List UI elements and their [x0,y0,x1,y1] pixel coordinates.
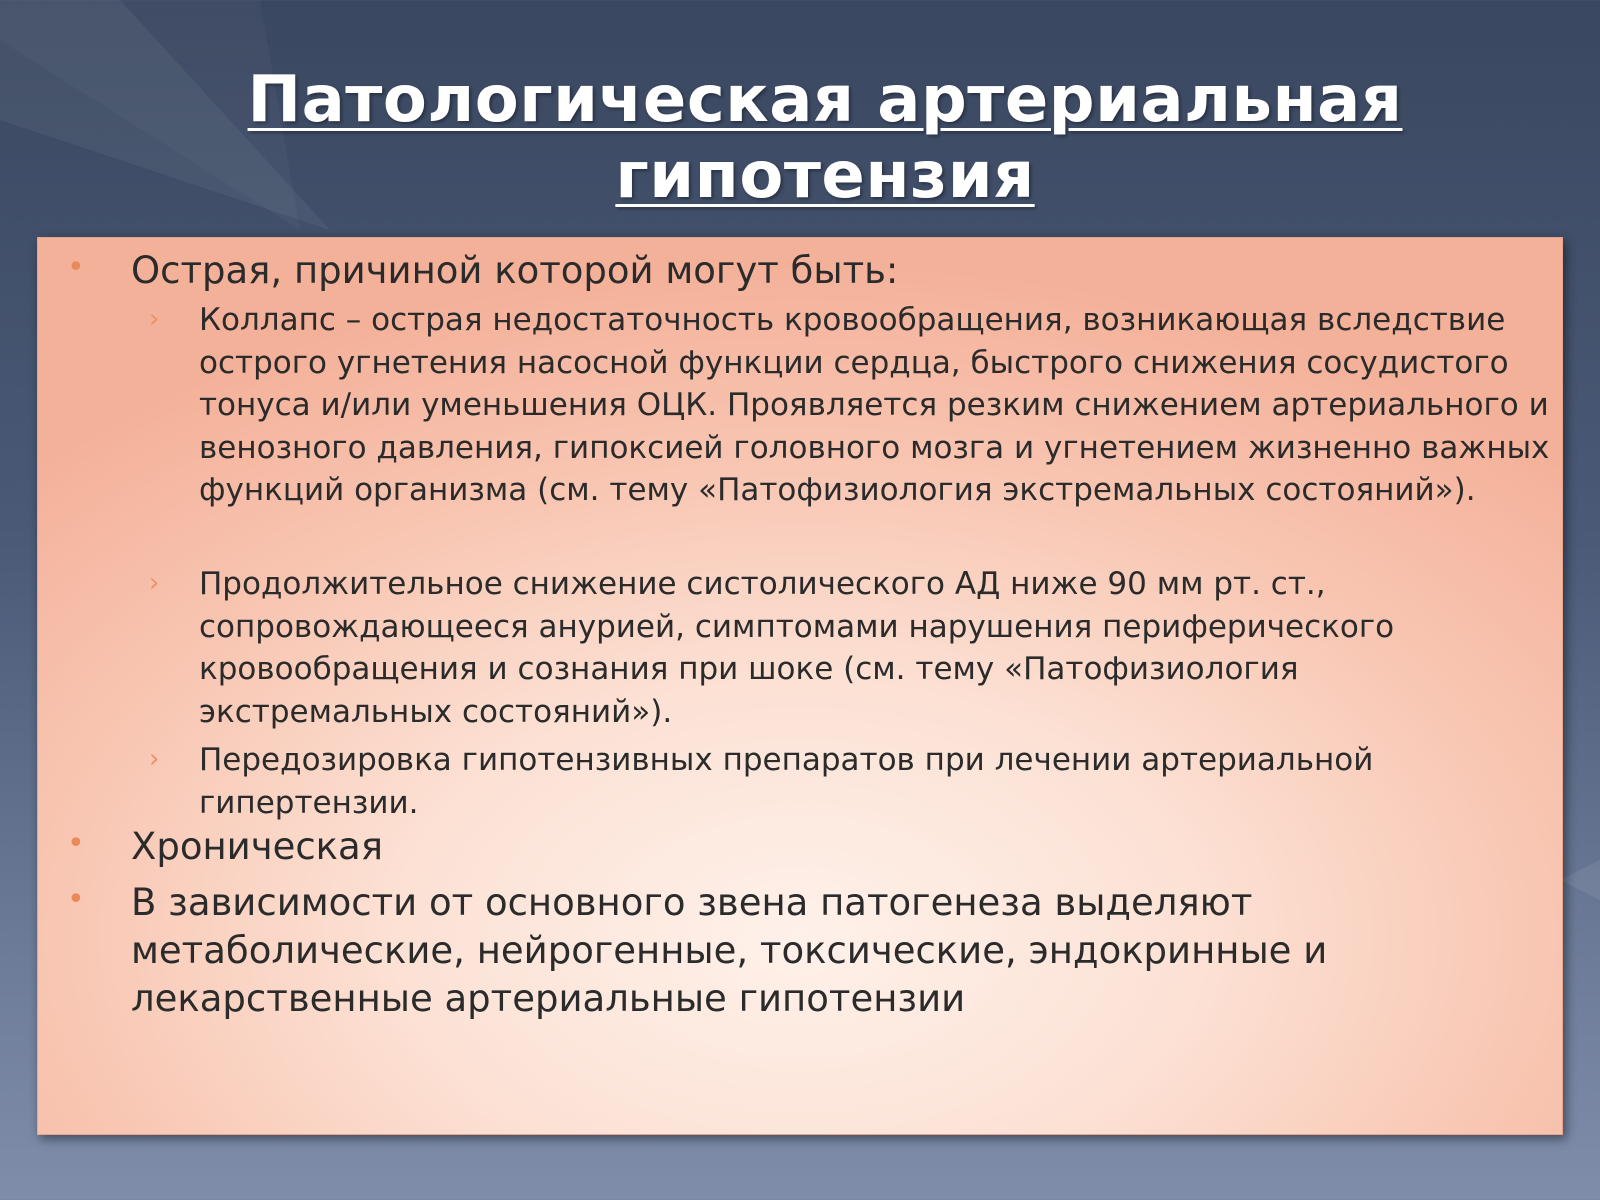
list-item-pathogenesis [67,879,1551,1023]
sub-item-text: Коллапс – острая недостаточность кровообращения, возникающая вследствие острого угнетения насосной функции сердца, быстрого снижения сосудистого тонуса и/или уменьшения ОЦК. Проявляется резким снижением артериального и венозного давления, гипоксией головного мозга и угнетением жизненно важных функций организма (см. тему «Патофизиология экстремальных состояний»). [199,302,1550,508]
sub-item-overdose [149,739,1559,824]
list-item-text: Хроническая [131,825,383,868]
list-item-chronic [67,823,1551,871]
content-panel [37,237,1563,1135]
chevron-right-icon: › [149,744,160,774]
list-item-acute [67,247,1551,295]
chevron-right-icon: › [149,568,160,598]
bullet-icon: • [67,826,85,861]
list-item-text: Острая, причиной которой могут быть: [131,249,899,292]
bullet-icon: • [67,250,85,285]
sub-item-text: Продолжительное снижение систолического АД ниже 90 мм рт. ст., сопровождающееся анурией, симптомами нарушения периферического кровообращения и сознания при шоке (см. тему «Патофизиология экстремальных состояний»). [199,566,1395,730]
sub-item-shock [149,563,1559,733]
sub-item-text: Передозировка гипотензивных препаратов при лечении артериальной гипертензии. [199,742,1374,821]
chevron-right-icon: › [149,304,160,334]
title-line-1: Патологическая артериальная [247,63,1403,137]
bullet-icon: • [67,882,85,917]
sub-item-collapse [149,299,1559,512]
slide-title [0,62,1600,214]
list-item-text: В зависимости от основного звена патогенеза выделяют метаболические, нейрогенные, токсические, эндокринные и лекарственные артериальные гипотензии [131,881,1328,1020]
title-line-2: гипотензия [615,139,1035,213]
